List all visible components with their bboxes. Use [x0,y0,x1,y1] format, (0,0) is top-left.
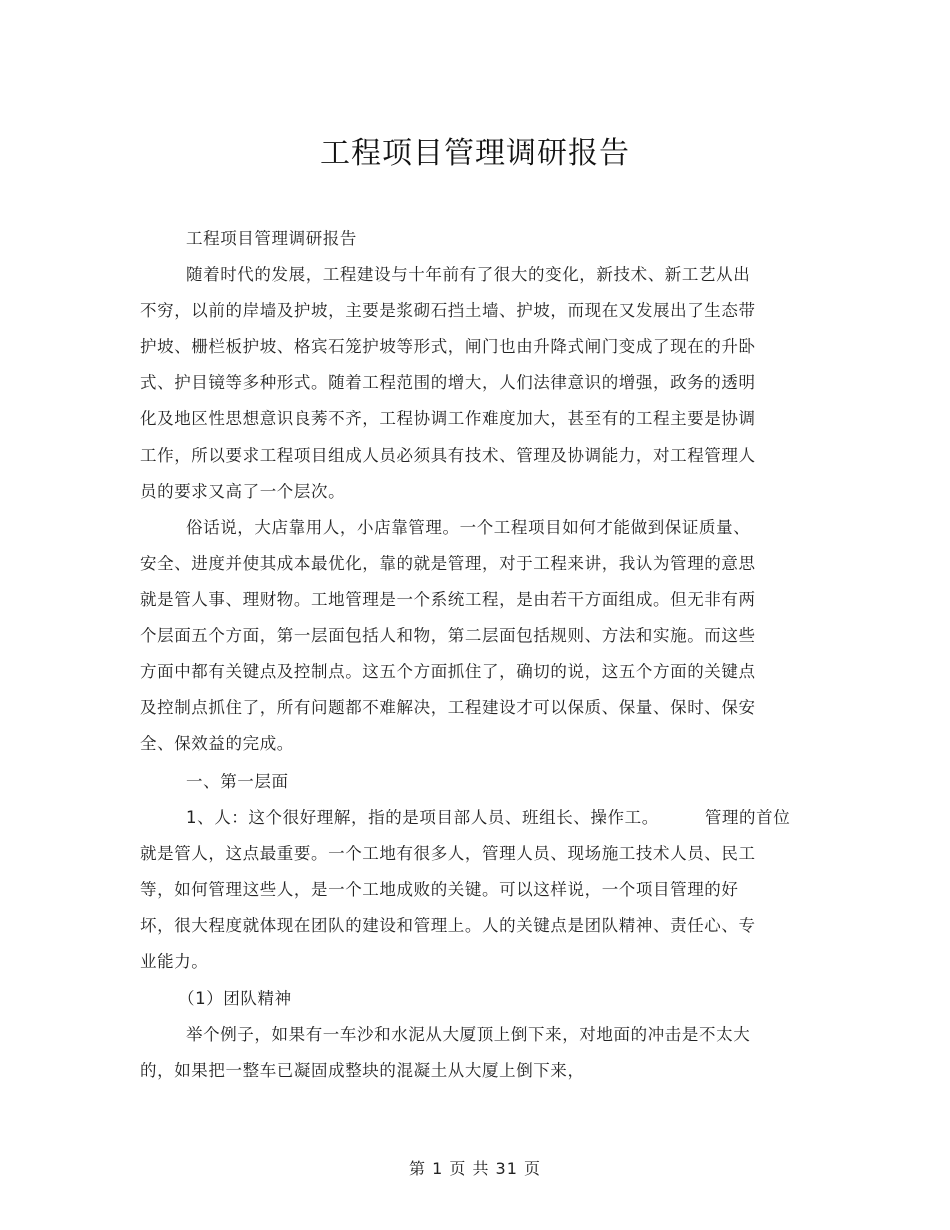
subsection-heading: （1）团队精神 [178,989,292,1008]
paragraph-line: 安全、进度并使其成本最优化，靠的就是管理，对于工程来讲，我认为管理的意思 [140,554,756,573]
paragraph-line: 就是管人，这点最重要。一个工地有很多人，管理人员、现场施工技术人员、民工 [140,844,756,863]
paragraph-line: 式、护目镜等多种形式。随着工程范围的增大，人们法律意识的增强，政务的透明 [140,373,756,392]
paragraph-line: 工作，所以要求工程项目组成人员必须具有技术、管理及协调能力，对工程管理人 [140,446,756,465]
paragraph-line: 就是管人事、理财物。工地管理是一个系统工程，是由若干方面组成。但无非有两 [140,590,756,609]
paragraph-line: 工程项目管理调研报告 [186,229,357,248]
paragraph-line: 不穷，以前的岸墙及护坡，主要是浆砌石挡土墙、护坡，而现在又发展出了生态带 [140,301,756,320]
paragraph-line: 1、人：这个很好理解，指的是项目部人员、班组长、操作工。 管理的首位 [186,808,791,827]
paragraph-line: 及控制点抓住了，所有问题都不难解决，工程建设才可以保质、保量、保时、保安 [140,698,756,717]
paragraph-line: 护坡、栅栏板护坡、格宾石笼护坡等形式，闸门也由升降式闸门变成了现在的升卧 [140,337,756,356]
paragraph-line: 化及地区性思想意识良莠不齐，工程协调工作难度加大，甚至有的工程主要是协调 [140,409,756,428]
paragraph-line: 业能力。 [140,952,209,971]
paragraph-line: 举个例子，如果有一车沙和水泥从大厦顶上倒下来，对地面的冲击是不太大 [186,1025,751,1044]
paragraph-line: 随着时代的发展，工程建设与十年前有了很大的变化，新技术、新工艺从出 [186,265,751,284]
document-title: 工程项目管理调研报告 [320,136,630,171]
paragraph-line: 俗话说，大店靠用人，小店靠管理。一个工程项目如何才能做到保证质量、 [186,518,751,537]
paragraph-line: 坏，很大程度就体现在团队的建设和管理上。人的关键点是团队精神、责任心、专 [140,916,756,935]
paragraph-line: 方面中都有关键点及控制点。这五个方面抓住了，确切的说，这五个方面的关键点 [140,662,756,681]
page-footer: 第 1 页 共 31 页 [409,1159,541,1178]
paragraph-line: 个层面五个方面，第一层面包括人和物，第二层面包括规则、方法和实施。而这些 [140,626,756,645]
section-heading: 一、第一层面 [186,772,289,791]
paragraph-line: 的，如果把一整车已凝固成整块的混凝土从大厦上倒下来， [140,1061,585,1080]
paragraph-line: 员的要求又高了一个层次。 [140,482,346,501]
paragraph-line: 全、保效益的完成。 [140,734,294,753]
paragraph-line: 等，如何管理这些人，是一个工地成败的关键。可以这样说，一个项目管理的好 [140,880,739,899]
